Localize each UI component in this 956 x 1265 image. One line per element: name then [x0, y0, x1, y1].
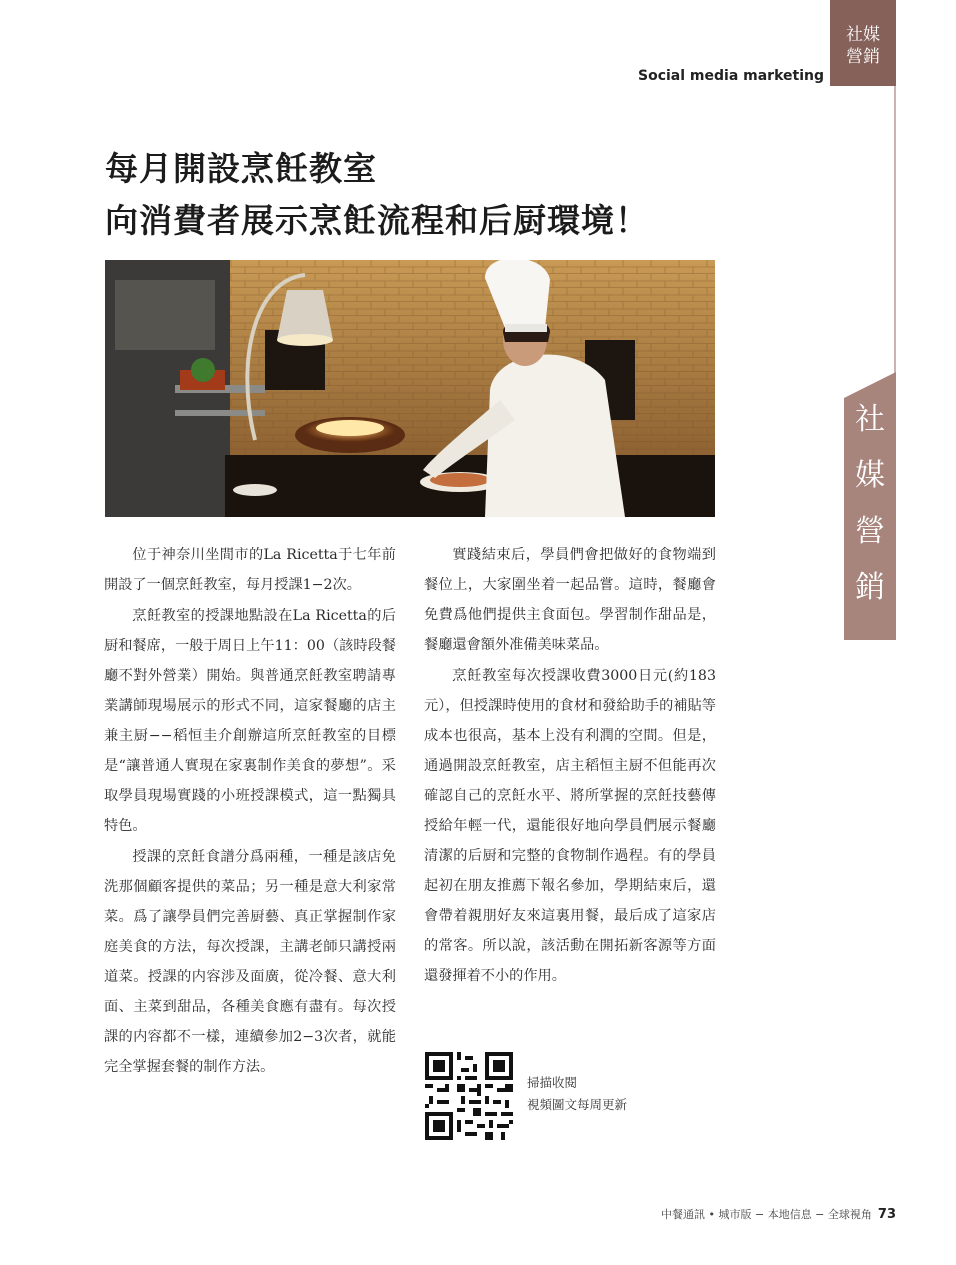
article-column-right — [424, 540, 716, 992]
headline-line-1: 每月開設烹飪教室 — [105, 149, 377, 188]
corner-tag-line: 營銷 — [846, 47, 880, 67]
section-label: Social media marketing — [638, 68, 824, 84]
qr-code[interactable] — [425, 1052, 513, 1140]
qr-caption-line: 掃描收閱 — [527, 1075, 578, 1090]
side-section-tab — [844, 372, 896, 640]
corner-section-tag — [830, 0, 896, 86]
article-paragraph: 授課的烹飪食譜分爲兩種，一種是該店免洗那個顧客提供的菜品；另一種是意大利家常菜。爲了讓學員們完善厨藝、真正掌握制作家庭美食的方法，每次授課，主講老師只講授兩道菜。授課的内容涉及面廣，從冷餐、意大利面、主菜到甜品，各種美食應有盡有。每次授課的内容都不一樣，連續參加2−3次者，就能完全掌握套餐的制作方法。 — [104, 849, 396, 1075]
page-number: 73 — [877, 1207, 896, 1222]
side-tab-char: 社 — [855, 402, 885, 437]
page-footer — [560, 1206, 896, 1222]
side-tab-char: 媒 — [855, 458, 885, 493]
kitchen-photo — [105, 260, 715, 517]
margin-rule — [894, 86, 896, 376]
qr-code-icon — [425, 1052, 513, 1140]
article-column-left — [104, 540, 396, 1083]
headline-line-2: 向消費者展示烹飪流程和后厨環境！ — [105, 201, 649, 240]
article-paragraph: 實踐結束后，學員們會把做好的食物端到餐位上，大家圍坐着一起品嘗。這時，餐廳會免費爲他們提供主食面包。學習制作甜品是，餐廳還會額外准備美味菜品。 — [424, 547, 716, 653]
qr-caption-line: 視頻圖文每周更新 — [527, 1097, 628, 1112]
article-paragraph: 位于神奈川坐間市的La Ricetta于七年前開設了一個烹飪教室，每月授課1−2次。 — [104, 547, 396, 593]
article-headline — [105, 143, 725, 247]
corner-tag-line: 社媒 — [846, 25, 880, 45]
footer-text: 中餐通訊 • 城市版 − 本地信息 − 全球視角 — [661, 1208, 872, 1221]
qr-caption — [527, 1072, 627, 1116]
chef-cooking-illustration — [105, 260, 715, 517]
side-tab-char: 銷 — [855, 570, 885, 605]
article-paragraph: 烹飪教室的授課地點設在La Ricetta的后厨和餐席，一般于周日上午11：00（該時段餐廳不對外營業）開始。與普通烹飪教室聘請專業講師現場展示的形式不同，這家餐廳的店主兼主厨−−稻恒圭介創辦這所烹飪教室的目標是“讓普通人實現在家裏制作美食的夢想”。采取學員現場實踐的小班授課模式，這一點獨具特色。 — [104, 608, 396, 834]
side-tab-char: 營 — [855, 514, 885, 549]
article-paragraph: 烹飪教室每次授課收費3000日元(約183元），但授課時使用的食材和發給助手的補貼等成本也很高，基本上没有利潤的空間。但是，通過開設烹飪教室，店主稻恒主厨不但能再次確認自己的烹飪水平、將所掌握的烹飪技藝傳授給年輕一代，還能很好地向學員們展示餐廳清潔的后厨和完整的食物制作過程。有的學員起初在朋友推薦下報名參加，學期結束后，還會帶着親朋好友來這裏用餐，最后成了這家店的常客。所以說，該活動在開拓新客源等方面還發揮着不小的作用。 — [424, 668, 716, 984]
